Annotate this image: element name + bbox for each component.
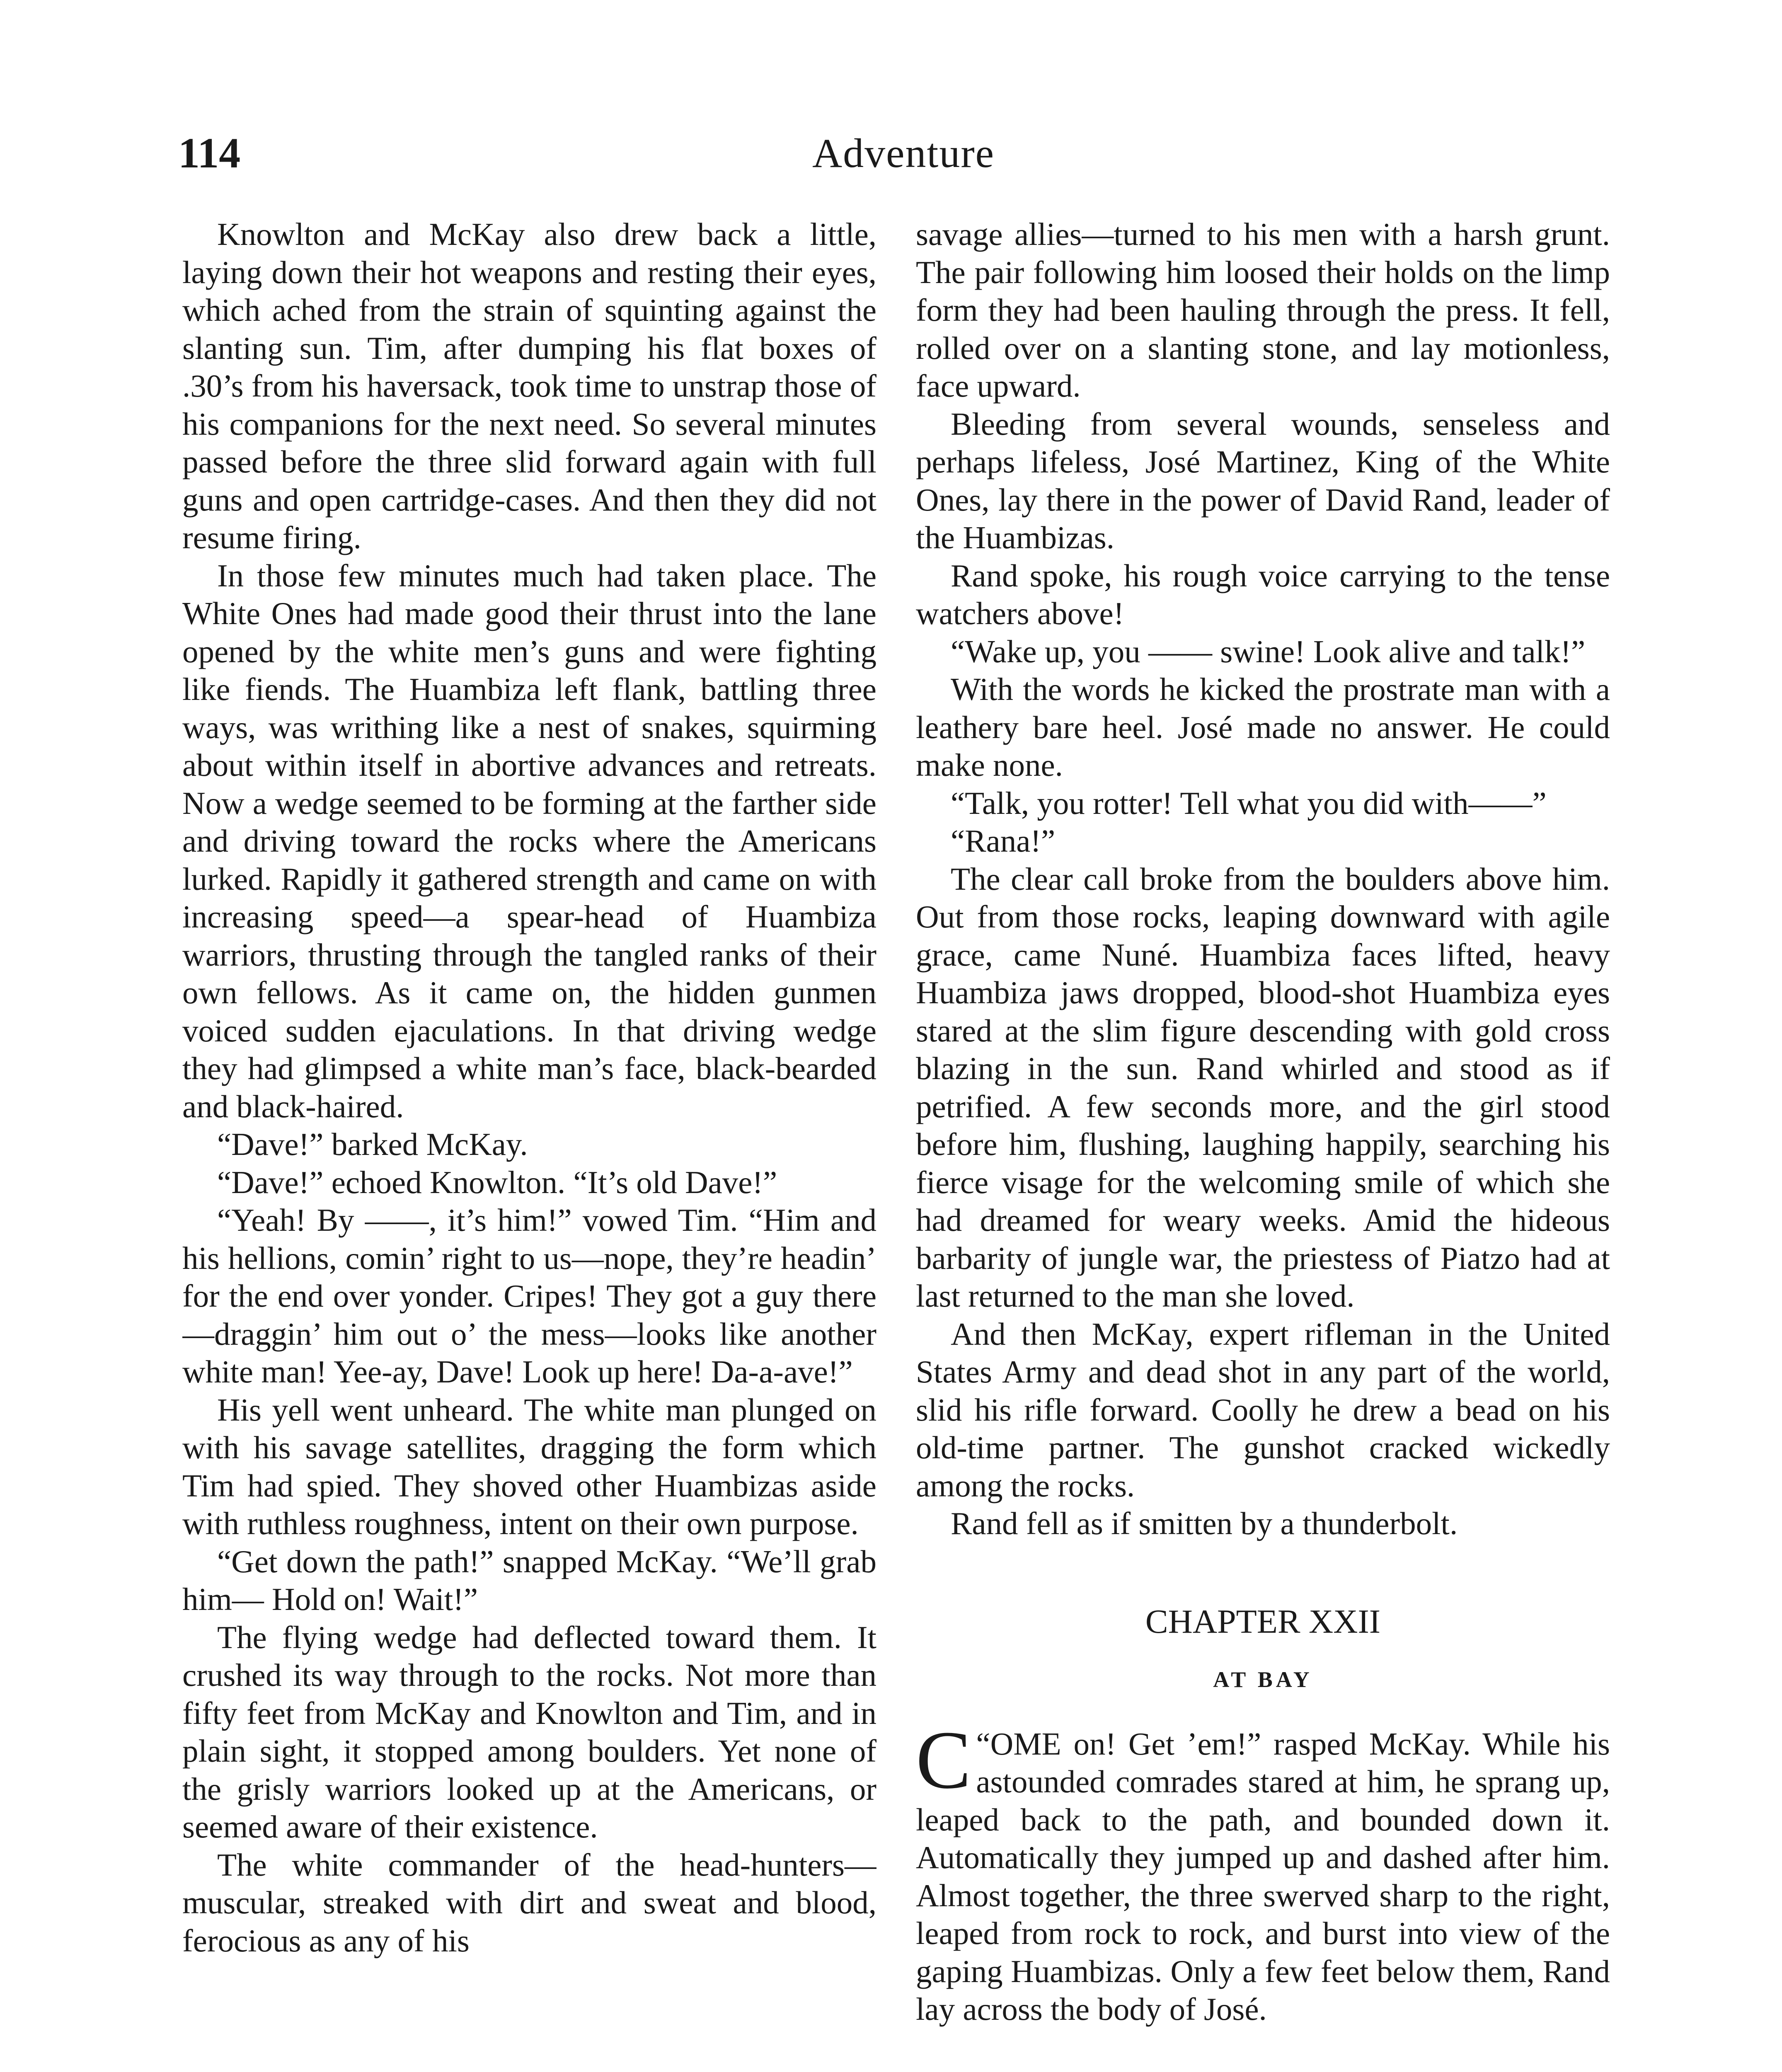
paragraph: “Dave!” echoed Knowlton. “It’s old Dave!” (217, 1164, 777, 1200)
opening-quote-mark: “ (976, 1726, 990, 1762)
left-column (182, 215, 876, 2072)
chapter-title: CHAPTER XXII (1145, 1602, 1381, 1640)
page-number: 114 (178, 129, 241, 177)
paragraph: savage allies—turned to his men with a harsh grunt. The pair following him loosed their holds on the limp form they had been hauling through the press. It fell, rolled over on a slanting stone, and lay motionless, face upward. (916, 216, 1610, 404)
paragraph: Bleeding from several wounds, senseless and perhaps lifeless, José Martinez, King of the White Ones, lay there in the power of David Rand, leader of the Huambizas. (916, 406, 1610, 555)
paragraph: “Get down the path!” snapped McKay. “We’ll grab him— Hold on! Wait!” (182, 1543, 876, 1617)
right-column (916, 215, 1610, 2072)
paragraph: Knowlton and McKay also drew back a little, laying down their hot weapons and resting their eyes, which ached from the strain of squinting against the slanting sun. Tim, after dumping his flat boxes of .30’s from his haversack, took time to unstrap those of his companions for the next need. So several minutes passed before the three slid forward again with full guns and open cartridge-cases. And then they did not resume firing. (182, 216, 876, 555)
running-title: Adventure (812, 130, 995, 176)
paragraph: “Dave!” barked McKay. (217, 1126, 528, 1162)
paragraph: “Rana!” (951, 823, 1056, 859)
paragraph: “Talk, you rotter! Tell what you did with——” (951, 785, 1547, 821)
paragraph: Rand spoke, his rough voice carrying to the tense watchers above! (916, 557, 1610, 631)
paragraph: The flying wedge had deflected toward them. It crushed its way through to the rocks. Not more than fifty feet from McKay and Knowlton and Tim, and in plain sight, it stopped among boulders. Yet none of the grisly warriors looked up at the Americans, or seemed aware of their existence. (182, 1619, 876, 1844)
paragraph: With the words he kicked the prostrate man with a leathery bare heel. José made no answer. He could make none. (916, 671, 1610, 783)
paragraph: In those few minutes much had taken place. The White Ones had made good their thrust into the lane opened by the white men’s guns and were fighting like fiends. The Huambiza left flank, battling three ways, was writhing like a nest of snakes, squirming about within itself in abortive advances and retreats. Now a wedge seemed to be forming at the farther side and driving toward the rocks where the Americans lurked. Rapidly it gathered strength and came on with increasing speed—a spear-head of Huambiza warriors, thrusting through the tangled ranks of their own fellows. As it came on, the hidden gunmen voiced sudden ejaculations. In that driving wedge they had glimpsed a white man’s face, black-bearded and black-haired. (182, 557, 876, 1124)
chapter-opening-paragraph (916, 1714, 1610, 2028)
paragraph: “Wake up, you —— swine! Look alive and talk!” (951, 633, 1586, 669)
chapter-opening-text: OME on! Get ’em!” rasped McKay. While his astounded comrades stared at him, he sprang up, leaped back to the path, and bounded down it. Automatically they jumped up and dashed after him. Almost together, the three swerved sharp to the right, leaped from rock to rock, and burst into view of the gaping Huambizas. Only a few feet below them, Rand lay across the body of José. (916, 1726, 1610, 2027)
paragraph: “Yeah! By ——, it’s him!” vowed Tim. “Him and his hellions, comin’ right to us—nope, they’re headin’ for the end over yonder. Cripes! They got a guy there—draggin’ him out o’ the mess—looks like another white man! Yee-ay, Dave! Look up here! Da-a-ave!” (182, 1202, 876, 1389)
paragraph: The clear call broke from the boulders above him. Out from those rocks, leaping downward with agile grace, came Nuné. Huambiza faces lifted, heavy Huambiza jaws dropped, blood-shot Huambiza eyes stared at the slim figure descending with gold cross blazing in the sun. Rand whirled and stood as if petrified. A few seconds more, and the girl stood before him, flushing, laughing happily, searching his fierce visage for the welcoming smile of which she had dreamed for weary weeks. Amid the hideous barbarity of jungle war, the priestess of Piatzo had at last returned to the man she loved. (916, 861, 1610, 1314)
paragraph: And then McKay, expert rifleman in the United States Army and dead shot in any part of the world, slid his rifle forward. Coolly he drew a bead on his old-time partner. The gunshot cracked wickedly among the rocks. (916, 1316, 1610, 1503)
page-header (178, 124, 1629, 182)
chapter-subtitle: AT BAY (1213, 1667, 1313, 1692)
paragraph: Rand fell as if smitten by a thunderbolt. (951, 1506, 1458, 1541)
drop-cap: C (916, 1714, 971, 1806)
paragraph: The white commander of the head-hunters—muscular, streaked with dirt and sweat and blood, ferocious as any of his (182, 1847, 876, 1958)
paragraph: His yell went unheard. The white man plunged on with his savage satellites, dragging the form which Tim had spied. They shoved other Huambizas aside with ruthless roughness, intent on their own purpose. (182, 1392, 876, 1541)
